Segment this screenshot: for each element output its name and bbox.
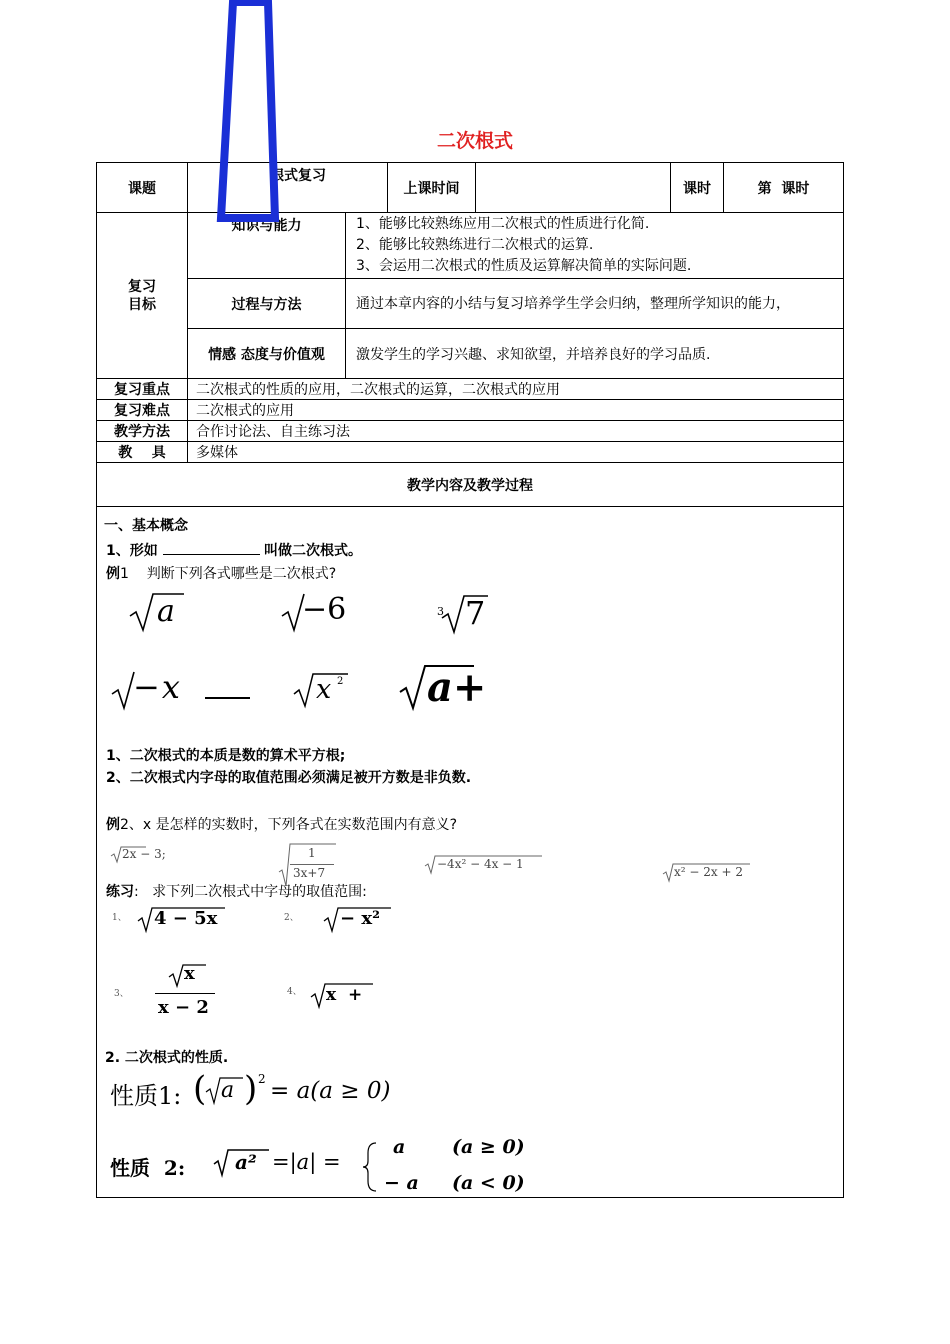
- example1-line: [106, 563, 336, 583]
- emotion-text: 激发学生的学习兴趣、求知欲望，并培养良好的学习品质.: [346, 329, 844, 379]
- label-key-points: 复习重点: [97, 379, 188, 400]
- paren-left: (: [193, 1069, 207, 1109]
- expr-neg-6: −6: [302, 592, 347, 627]
- brace-left: [362, 1141, 380, 1193]
- example2-line: [106, 814, 457, 834]
- knowledge-list: [346, 213, 844, 279]
- practice-num-1: 1、: [112, 913, 127, 923]
- case2-condition: (a < 0): [452, 1172, 525, 1194]
- expr-quadratic-2: x² − 2x + 2: [674, 865, 743, 879]
- knowledge-item: 3、会运用二次根式的性质及运算解决简单的实际问题.: [356, 258, 692, 274]
- practice-expr-4: x +: [326, 985, 363, 1005]
- q1-blank-line: [163, 554, 260, 555]
- example1-label: 例: [106, 566, 120, 582]
- property1-label: 性质1:: [110, 1082, 182, 1110]
- property1-rhs: = a(a ≥ 0): [270, 1078, 391, 1104]
- label-class-time: 上课时间: [388, 163, 476, 213]
- expr-x-squared: x: [316, 674, 332, 705]
- label-knowledge: 知识与能力: [188, 213, 346, 279]
- example2-label: 例: [106, 817, 120, 833]
- knowledge-item: 1、能够比较熟练应用二次根式的性质进行化简.: [356, 216, 650, 232]
- practice-text: : 求下列二次根式中字母的取值范围:: [134, 884, 367, 900]
- section-properties: 2. 二次根式的性质.: [105, 1050, 229, 1066]
- practice-line: [106, 881, 367, 901]
- label-difficulties: 复习难点: [97, 400, 188, 421]
- practice-num-3: 3、: [114, 989, 129, 999]
- label-process: 过程与方法: [188, 279, 346, 329]
- process-text: 通过本章内容的小结与复习培养学生学会归纳，整理所学知识的能力，: [346, 279, 844, 329]
- practice-num-2: 2、: [284, 913, 299, 923]
- exponent-2: 2: [337, 676, 344, 687]
- practice-expr-2: − x²: [340, 908, 380, 929]
- expr-sqrt-a: a: [157, 594, 175, 629]
- practice-3-numerator: x: [184, 963, 195, 984]
- case2-value: − a: [384, 1172, 419, 1194]
- property2-root: a²: [235, 1150, 257, 1174]
- paren-right: ): [244, 1069, 258, 1109]
- property1-exponent: 2: [258, 1072, 266, 1086]
- case1-condition: (a ≥ 0): [452, 1136, 525, 1158]
- blue-marker-shape: [215, 0, 285, 225]
- example1-text: 1 判断下列各式哪些是二次根式?: [120, 566, 337, 582]
- expr-neg-x: −x: [133, 668, 182, 706]
- label-emotion: 情感 态度与价值观: [188, 329, 346, 379]
- fraction-bar: [290, 864, 334, 865]
- tools-value: 多媒体: [188, 442, 844, 463]
- knowledge-item: 2、能够比较熟练进行二次根式的运算.: [356, 237, 594, 253]
- property2-abs: =|a| =: [272, 1150, 341, 1174]
- label-goals: 复习 目标: [97, 213, 188, 379]
- note-2: 2、二次根式内字母的取值范围必须满足被开方数是非负数.: [106, 770, 472, 786]
- period-value: 第 课时: [724, 163, 844, 213]
- expr-quadratic-1: −4x² − 4x − 1: [437, 857, 524, 871]
- label-topic: 课题: [97, 163, 188, 213]
- expr-2x-3: 2x − 3;: [122, 847, 166, 861]
- doc-title: 二次根式: [436, 130, 513, 152]
- fraction-bar: [155, 993, 215, 994]
- fraction-numerator: 1: [308, 846, 316, 860]
- difficulties-value: 二次根式的应用: [188, 400, 844, 421]
- key-points-value: 二次根式的性质的应用，二次根式的运算，二次根式的应用: [188, 379, 844, 400]
- practice-label: 练习: [106, 884, 134, 900]
- section-basic-concepts: 一、基本概念: [104, 518, 188, 534]
- note-1: 1、二次根式的本质是数的算术平方根;: [106, 748, 346, 764]
- class-time-value: [476, 163, 671, 213]
- property2-label: 性质 2:: [110, 1156, 186, 1180]
- cube-root-index: 3: [437, 605, 444, 618]
- expr-a-plus: a+: [427, 664, 487, 711]
- case1-value: a: [393, 1136, 406, 1158]
- label-method: 教学方法: [97, 421, 188, 442]
- content-header: 教学内容及教学过程: [97, 463, 844, 507]
- example2-text: 2、x 是怎样的实数时，下列各式在实数范围内有意义?: [120, 817, 458, 833]
- label-tools: 教 具: [97, 442, 188, 463]
- practice-3-denominator: x − 2: [158, 997, 209, 1018]
- expr-7: 7: [465, 594, 486, 632]
- label-period: 课时: [671, 163, 724, 213]
- practice-expr-1: 4 − 5x: [154, 908, 218, 929]
- q1-suffix: 叫做二次根式。: [264, 543, 362, 559]
- dash-line: [205, 697, 250, 699]
- property1-a: a: [221, 1078, 235, 1103]
- topic-value: 根式复习: [188, 163, 388, 213]
- q1-prefix: 1、形如: [106, 543, 158, 559]
- fraction-denominator: 3x+7: [293, 866, 326, 880]
- practice-num-4: 4、: [287, 987, 302, 997]
- method-value: 合作讨论法、自主练习法: [188, 421, 844, 442]
